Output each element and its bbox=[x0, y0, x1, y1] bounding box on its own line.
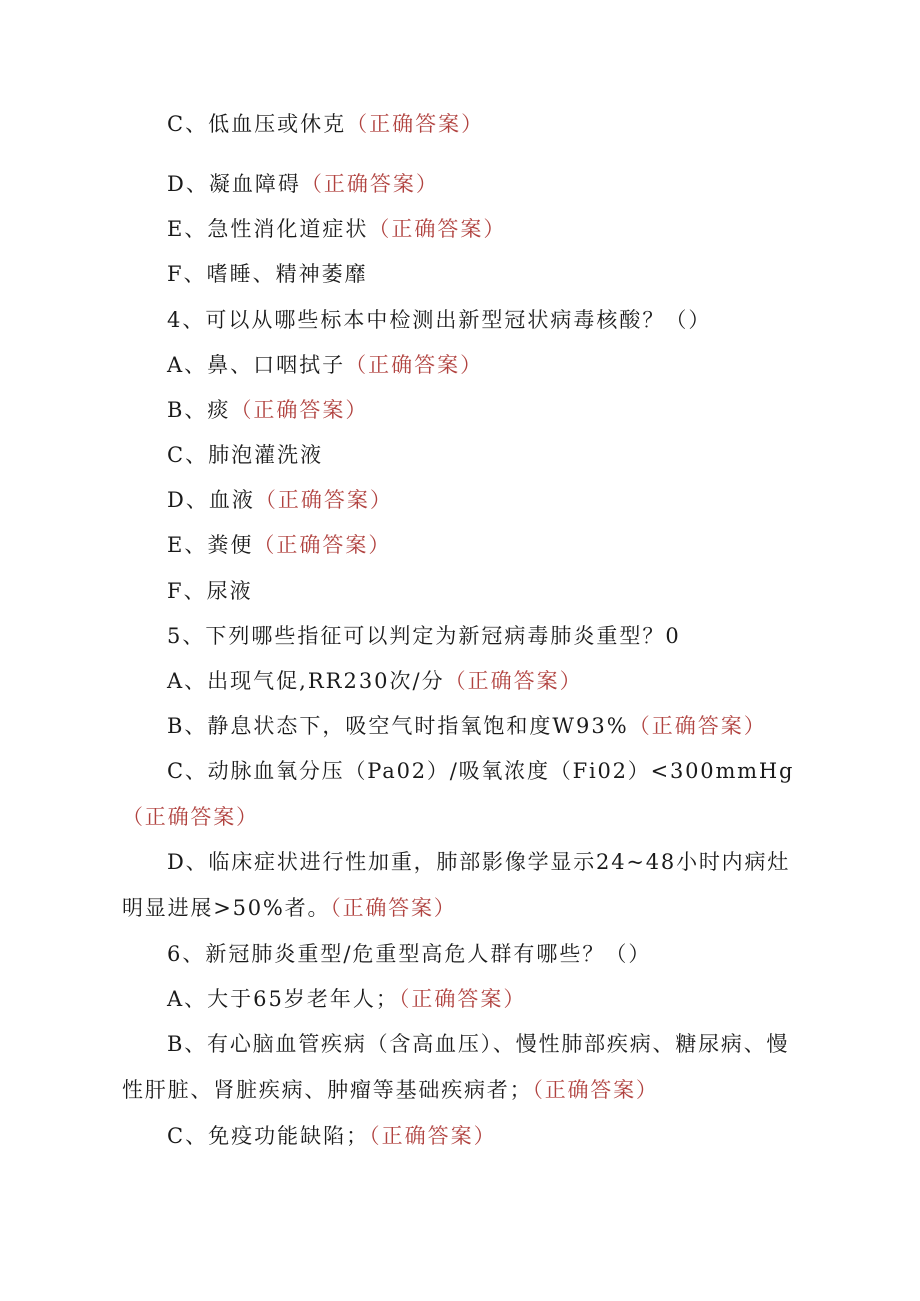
question-line: 4、可以从哪些标本中检测出新型冠状病毒核酸？（） bbox=[167, 308, 712, 332]
question-line: 6、新冠肺炎重型/危重型高危人群有哪些？（） bbox=[167, 942, 652, 966]
option-line: E、粪便（正确答案） bbox=[167, 533, 392, 557]
question-line: 5、下列哪些指征可以判定为新冠病毒肺炎重型？0 bbox=[167, 624, 681, 648]
option-line: C、低血压或休克（正确答案） bbox=[167, 112, 485, 136]
option-line: A、出现气促,RR230次/分（正确答案） bbox=[167, 669, 583, 693]
option-line: D、凝血障碍（正确答案） bbox=[167, 172, 439, 196]
correct-answer-mark: （正确答案） bbox=[628, 714, 767, 738]
option-line: D、临床症状进行性加重，肺部影像学显示24~48小时内病灶明显进展>50%者。（正确答案） bbox=[122, 850, 791, 920]
correct-answer-mark: （正确答案） bbox=[398, 987, 527, 1011]
option-line: D、血液（正确答案） bbox=[167, 488, 393, 512]
option-line: B、痰（正确答案） bbox=[167, 398, 369, 422]
correct-answer-mark: （正确答案） bbox=[330, 896, 457, 920]
correct-answer-mark: （正确答案） bbox=[230, 398, 369, 422]
option-line: A、鼻、口咽拭子（正确答案） bbox=[167, 353, 484, 377]
correct-answer-mark: （正确答案） bbox=[369, 1124, 497, 1148]
correct-answer-mark: （正确答案） bbox=[346, 112, 485, 136]
option-line: F、尿液 bbox=[167, 579, 253, 603]
correct-answer-mark: （正确答案） bbox=[532, 1078, 659, 1102]
option-line: B、静息状态下，吸空气时指氧饱和度W93%（正确答案） bbox=[167, 714, 767, 738]
correct-answer-mark: （正确答案） bbox=[253, 533, 392, 557]
correct-answer-mark: （正确答案） bbox=[444, 669, 583, 693]
option-line: C、肺泡灌洗液 bbox=[167, 443, 324, 467]
option-line: A、大于65岁老年人；（正确答案） bbox=[167, 987, 527, 1011]
correct-answer-mark: （正确答案） bbox=[254, 488, 393, 512]
option-line: B、有心脑血管疾病（含高血压）、慢性肺部疾病、糖尿病、慢性肝脏、肾脏疾病、肿瘤等基础疾病者；（正确答案） bbox=[122, 1032, 790, 1102]
correct-answer-mark: （正确答案） bbox=[300, 172, 439, 196]
option-line: C、动脉血氧分压（Pa02）/吸氧浓度（Fi02）<300mmHg（正确答案） bbox=[122, 759, 795, 829]
correct-answer-mark: （正确答案） bbox=[368, 217, 507, 241]
correct-answer-mark: （正确答案） bbox=[345, 353, 484, 377]
option-line: F、嗜睡、精神萎靡 bbox=[167, 262, 368, 286]
option-line: C、免疫功能缺陷；（正确答案） bbox=[167, 1124, 497, 1148]
correct-answer-mark: （正确答案） bbox=[122, 805, 259, 829]
option-line: E、急性消化道症状（正确答案） bbox=[167, 217, 507, 241]
